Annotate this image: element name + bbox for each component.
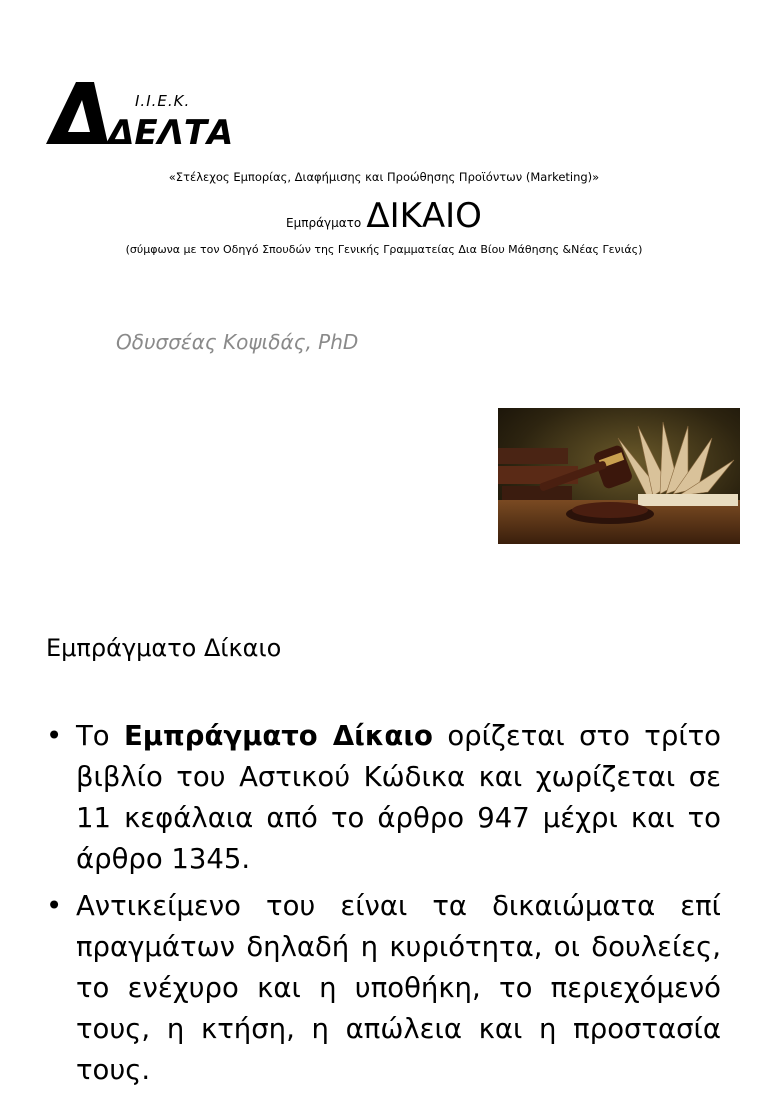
list-item <box>46 886 721 1091</box>
section-title: Εμπράγματο Δίκαιο <box>46 634 282 662</box>
bullet-list <box>46 716 721 1097</box>
subject-small: Εμπράγματο <box>286 216 362 230</box>
gavel-books-image <box>498 408 740 544</box>
curriculum-note: (σύμφωνα με τον Οδηγό Σπουδών της Γενικής Γραμματείας Δια Βίου Μάθησης &Νέας Γενιάς) <box>125 243 643 256</box>
bullet-bold-text: Εμπράγματο Δίκαιο <box>124 720 433 752</box>
author-name: Οδυσσέας Κοψιδάς, PhD <box>116 330 359 354</box>
logo-wordmark: ΔΕΛΤΑ <box>108 113 234 153</box>
programme-title: «Στέλεχος Εμπορίας, Διαφήμισης και Προώθησης Προϊόντων (Marketing)» <box>168 170 600 184</box>
bullet-dot: • <box>46 890 63 922</box>
subject-heading <box>0 196 768 236</box>
bullet-dot: • <box>46 720 63 752</box>
list-item <box>46 716 721 880</box>
bullet-text: Το <box>76 720 125 752</box>
subject-big: ΔΙΚΑΙΟ <box>366 196 482 236</box>
logo-subtitle: Ι.Ι.Ε.Κ. <box>135 92 191 110</box>
bullet-text: Αντικείμενο του είναι τα δικαιώματα επί πραγμάτων δηλαδή η κυριότητα, οι δουλείες, το ενέχυρο και η υποθήκη, το περιεχόμενό τους, η κτήση, η απώλεια και η προστασία τους. <box>76 890 721 1086</box>
bullet-text: ορίζεται στο τρίτο βιβλίο του Αστικού Κώδικα και χωρίζεται σε 11 κεφάλαια από το άρθρο 947 μέχρι και το άρθρο 1345. <box>76 720 722 875</box>
